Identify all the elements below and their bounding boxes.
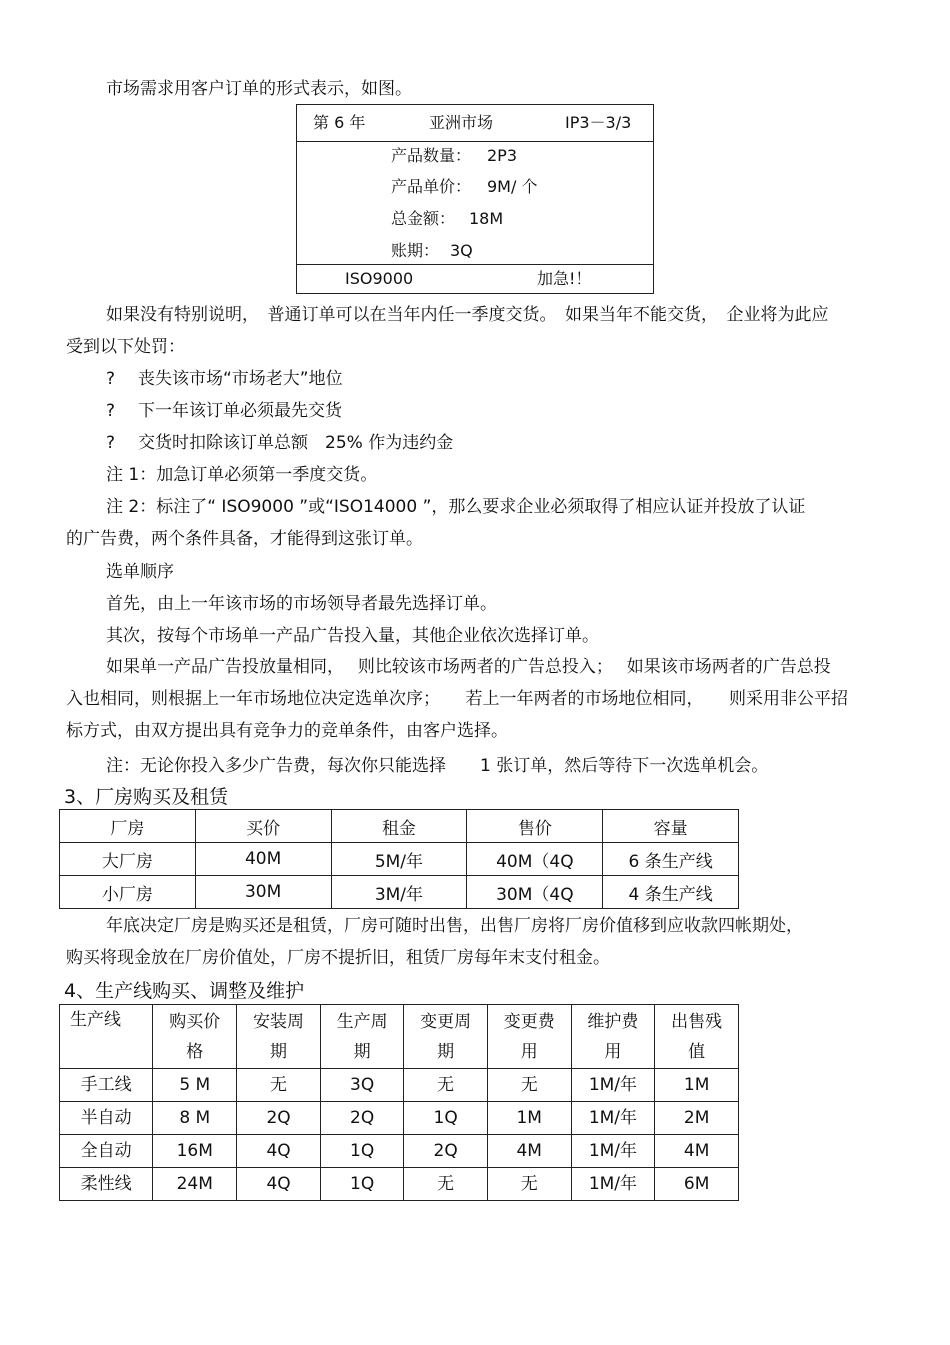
table-header-cell	[153, 1005, 237, 1069]
table-cell: 6M	[655, 1168, 739, 1201]
order-cert: ISO9000	[345, 269, 414, 288]
table-row	[60, 1102, 739, 1135]
table-row	[60, 1069, 739, 1102]
table-cell: 40M	[195, 843, 331, 876]
order-price-label: 产品单价：	[391, 177, 472, 196]
table-cell: 1M/年	[571, 1069, 655, 1102]
table-cell: 1Q	[320, 1168, 404, 1201]
header-line: 用	[604, 1041, 622, 1062]
note-2-line-2: 的广告费，两个条件具备，才能得到这张订单。	[66, 529, 423, 549]
table-cell: 4M	[487, 1135, 571, 1168]
order-selection-title: 选单顺序	[106, 562, 174, 582]
table-row	[60, 1168, 739, 1201]
header-line: 变更周	[420, 1011, 472, 1032]
order-selection-p3-line-2: 入也相同，则根据上一年市场地位决定选单次序； 若上一年两者的市场地位相同， 则采用非公平招	[66, 689, 848, 709]
table-cell: 小厂房	[60, 876, 196, 909]
table-cell: 16M	[153, 1135, 237, 1168]
header-line: 格	[186, 1041, 204, 1062]
table-cell: 2Q	[237, 1102, 321, 1135]
order-selection-p3-line-1: 如果单一产品广告投放量相同， 则比较该市场两者的广告总投入； 如果该市场两者的广告总投	[106, 657, 831, 677]
order-term-label: 账期：	[391, 241, 440, 260]
penalty-line-1: 如果没有特别说明， 普通订单可以在当年内任一季度交货。 如果当年不能交货， 企业将为此应	[106, 305, 829, 325]
order-selection-p1: 首先，由上一年该市场的市场领导者最先选择订单。	[106, 594, 497, 614]
table-cell: 1M/年	[571, 1135, 655, 1168]
table-header-cell: 买价	[195, 810, 331, 843]
factory-paragraph-line-1: 年底决定厂房是购买还是租赁，厂房可随时出售，出售厂房将厂房价值移到应收款四帐期处，	[106, 916, 803, 936]
note-2-line-1: 注 2：标注了“ ISO9000 ”或“ISO14000 ”，那么要求企业必须取得了相应认证并投放了认证	[106, 497, 806, 517]
order-total-value: 18M	[469, 209, 504, 228]
table-cell: 柔性线	[60, 1168, 153, 1201]
table-cell: 30M	[195, 876, 331, 909]
table-cell: 5M/年	[331, 843, 467, 876]
table-cell: 40M（4Q	[467, 843, 603, 876]
order-code: IP3－3/3	[565, 113, 632, 132]
table-row	[60, 1135, 739, 1168]
table-cell: 半自动	[60, 1102, 153, 1135]
header-line: 期	[353, 1041, 371, 1062]
header-line: 购买价	[169, 1011, 221, 1032]
order-selection-p2: 其次，按每个市场单一产品广告投入量，其他企业依次选择订单。	[106, 626, 599, 646]
order-card-footer	[297, 264, 653, 293]
table-header-cell	[237, 1005, 321, 1069]
table-cell: 3Q	[320, 1069, 404, 1102]
header-line: 出售残	[671, 1011, 723, 1032]
table-cell: 无	[237, 1069, 321, 1102]
order-total-label: 总金额：	[391, 209, 456, 228]
table-cell: 2Q	[320, 1102, 404, 1135]
table-cell: 30M（4Q	[467, 876, 603, 909]
table-header-cell	[655, 1005, 739, 1069]
order-year: 第 6 年	[313, 113, 366, 132]
bullet-mark: ?	[106, 401, 116, 421]
table-cell: 大厂房	[60, 843, 196, 876]
order-urgent: 加急!！	[537, 269, 592, 288]
table-cell: 2Q	[404, 1135, 488, 1168]
order-term-value: 3Q	[450, 241, 473, 260]
table-cell: 3M/年	[331, 876, 467, 909]
intro-text: 市场需求用客户订单的形式表示，如图。	[106, 79, 412, 99]
penalty-line-2: 受到以下处罚：	[66, 337, 185, 357]
table-row	[60, 876, 739, 909]
header-line: 维护费	[587, 1011, 639, 1032]
table-cell: 无	[487, 1168, 571, 1201]
table-cell: 无	[487, 1069, 571, 1102]
order-selection-p3-line-3: 标方式，由双方提出具有竞争力的竞单条件，由客户选择。	[66, 721, 508, 741]
table-cell: 1Q	[404, 1102, 488, 1135]
bullet-text: 交货时扣除该订单总额 25% 作为违约金	[138, 433, 454, 453]
factory-paragraph-line-2: 购买将现金放在厂房价值处，厂房不提折旧，租赁厂房每年末支付租金。	[66, 948, 610, 968]
bullet-text: 下一年该订单必须最先交货	[138, 401, 342, 421]
production-line-table	[59, 1004, 739, 1201]
table-cell: 全自动	[60, 1135, 153, 1168]
order-qty-label: 产品数量：	[391, 146, 472, 165]
table-cell: 1M	[655, 1069, 739, 1102]
table-cell: 4 条生产线	[603, 876, 739, 909]
table-cell: 1M/年	[571, 1168, 655, 1201]
table-cell: 1Q	[320, 1135, 404, 1168]
header-line: 期	[437, 1041, 455, 1062]
table-cell: 8 M	[153, 1102, 237, 1135]
table-header-cell: 容量	[603, 810, 739, 843]
table-cell: 5 M	[153, 1069, 237, 1102]
table-cell: 手工线	[60, 1069, 153, 1102]
factory-table	[59, 809, 739, 909]
table-cell: 4M	[655, 1135, 739, 1168]
table-cell: 无	[404, 1168, 488, 1201]
header-line: 生产周	[336, 1011, 388, 1032]
header-line: 安装周	[253, 1011, 305, 1032]
table-header-cell	[404, 1005, 488, 1069]
table-cell: 4Q	[237, 1135, 321, 1168]
table-header-cell	[571, 1005, 655, 1069]
table-cell: 2M	[655, 1102, 739, 1135]
table-header-cell: 租金	[331, 810, 467, 843]
table-cell: 24M	[153, 1168, 237, 1201]
table-header-cell	[487, 1005, 571, 1069]
order-market: 亚洲市场	[429, 113, 494, 132]
section-4-title: 4、生产线购买、调整及维护	[64, 980, 305, 1002]
note-1: 注 1：加急订单必须第一季度交货。	[106, 465, 378, 485]
header-line: 生产线	[70, 1010, 121, 1030]
table-cell: 4Q	[237, 1168, 321, 1201]
table-cell: 无	[404, 1069, 488, 1102]
section-3-title: 3、厂房购买及租赁	[64, 786, 229, 808]
table-header-row	[60, 810, 739, 843]
order-card-header	[297, 105, 653, 142]
header-line: 用	[520, 1041, 538, 1062]
header-line: 变更费	[503, 1011, 555, 1032]
order-card	[296, 104, 654, 294]
header-line: 期	[270, 1041, 288, 1062]
table-header-cell: 售价	[467, 810, 603, 843]
table-cell: 6 条生产线	[603, 843, 739, 876]
order-price-value: 9M/ 个	[487, 177, 538, 196]
table-header-cell	[60, 1005, 153, 1069]
bullet-mark: ?	[106, 369, 116, 389]
table-header-cell: 厂房	[60, 810, 196, 843]
order-selection-note: 注：无论你投入多少广告费，每次你只能选择 1 张订单，然后等待下一次选单机会。	[106, 756, 769, 776]
table-row	[60, 843, 739, 876]
order-qty-value: 2P3	[487, 146, 518, 165]
table-cell: 1M/年	[571, 1102, 655, 1135]
bullet-mark: ?	[106, 433, 116, 453]
table-header-cell	[320, 1005, 404, 1069]
table-cell: 1M	[487, 1102, 571, 1135]
table-header-row	[60, 1005, 739, 1069]
header-line: 值	[688, 1041, 706, 1062]
bullet-text: 丧失该市场“市场老大”地位	[138, 369, 343, 389]
